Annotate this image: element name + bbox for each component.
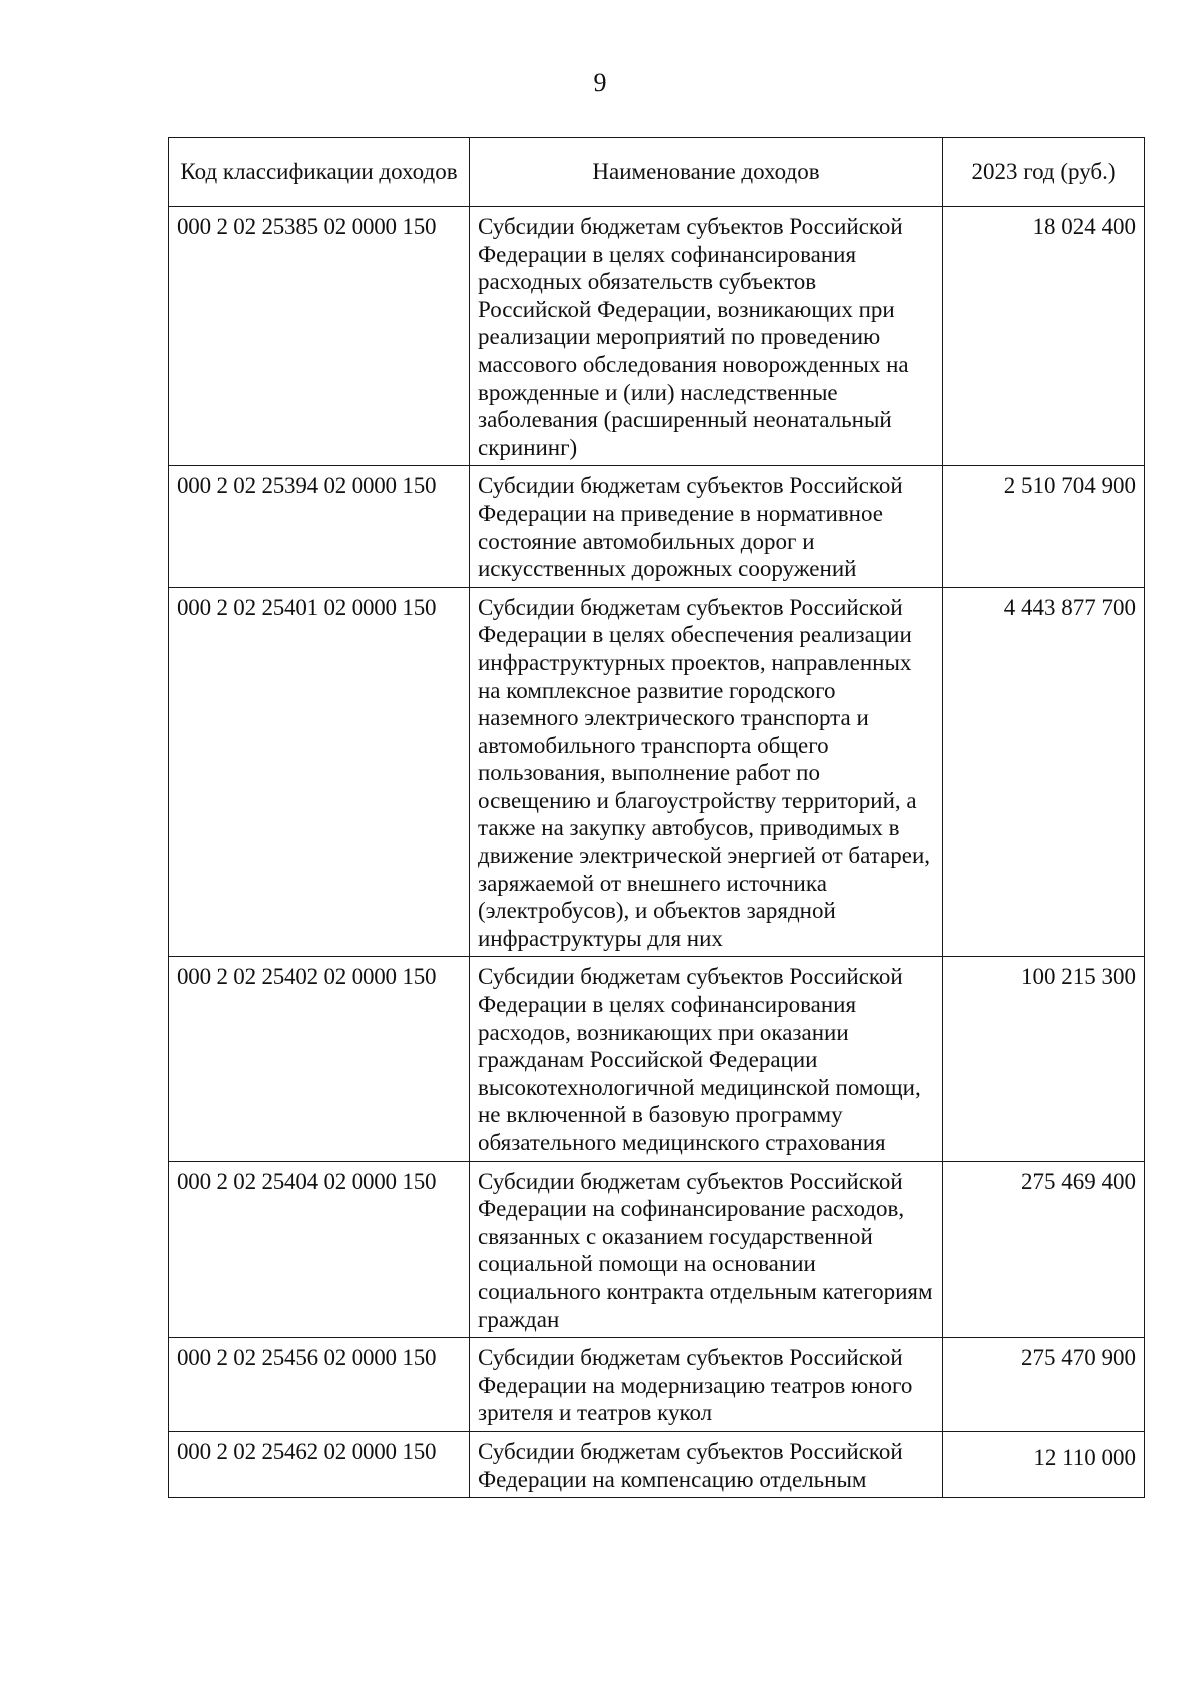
table-row (169, 466, 1145, 587)
row-amount: 275 470 900 (943, 1338, 1145, 1432)
table-row (169, 587, 1145, 957)
row-code: 000 2 02 25402 02 0000 150 (169, 957, 470, 1161)
row-amount: 12 110 000 (943, 1431, 1145, 1497)
row-name: Субсидии бюджетам субъектов Российской Федерации в целях софинансирования расходных обязательств субъектов Российской Федерации, возникающих при реализации мероприятий по проведению массового обследования новорожденных на врожденные и (или) наследственные заболевания (расширенный неонатальный скрининг) (470, 207, 943, 466)
row-code: 000 2 02 25456 02 0000 150 (169, 1338, 470, 1432)
row-code: 000 2 02 25401 02 0000 150 (169, 587, 470, 957)
row-name: Субсидии бюджетам субъектов Российской Федерации на компенсацию отдельным (470, 1431, 943, 1497)
row-amount: 18 024 400 (943, 207, 1145, 466)
table-header-row (169, 138, 1145, 207)
row-name: Субсидии бюджетам субъектов Российской Федерации в целях обеспечения реализации инфраструктурных проектов, направленных на комплексное развитие городского наземного электрического транспорта и автомобильного транспорта общего пользования, выполнение работ по освещению и благоустройству территорий, а также на закупку автобусов, приводимых в движение электрической энергией от батареи, заряжаемой от внешнего источника (электробусов), и объектов зарядной инфраструктуры для них (470, 587, 943, 957)
row-amount: 2 510 704 900 (943, 466, 1145, 587)
row-name: Субсидии бюджетам субъектов Российской Федерации на софинансирование расходов, связанных с оказанием государственной социальной помощи на основании социального контракта отдельным категориям граждан (470, 1161, 943, 1338)
row-name: Субсидии бюджетам субъектов Российской Федерации на приведение в нормативное состояние автомобильных дорог и искусственных дорожных сооружений (470, 466, 943, 587)
row-code: 000 2 02 25462 02 0000 150 (169, 1431, 470, 1497)
header-code: Код классификации доходов (169, 138, 470, 207)
row-name: Субсидии бюджетам субъектов Российской Федерации в целях софинансирования расходов, возникающих при оказании гражданам Российской Федерации высокотехнологичной медицинской помощи, не включенной в базовую программу обязательного медицинского страхования (470, 957, 943, 1161)
row-name: Субсидии бюджетам субъектов Российской Федерации на модернизацию театров юного зрителя и театров кукол (470, 1338, 943, 1432)
row-amount: 100 215 300 (943, 957, 1145, 1161)
header-amount: 2023 год (руб.) (943, 138, 1145, 207)
table-row (169, 1431, 1145, 1497)
row-code: 000 2 02 25394 02 0000 150 (169, 466, 470, 587)
table-row (169, 1161, 1145, 1338)
row-amount: 275 469 400 (943, 1161, 1145, 1338)
table-row (169, 1338, 1145, 1432)
income-classification-table (168, 137, 1145, 1498)
row-code: 000 2 02 25404 02 0000 150 (169, 1161, 470, 1338)
header-name: Наименование доходов (470, 138, 943, 207)
page-number: 9 (593, 68, 607, 97)
table-row (169, 207, 1145, 466)
table-row (169, 957, 1145, 1161)
row-code: 000 2 02 25385 02 0000 150 (169, 207, 470, 466)
row-amount: 4 443 877 700 (943, 587, 1145, 957)
